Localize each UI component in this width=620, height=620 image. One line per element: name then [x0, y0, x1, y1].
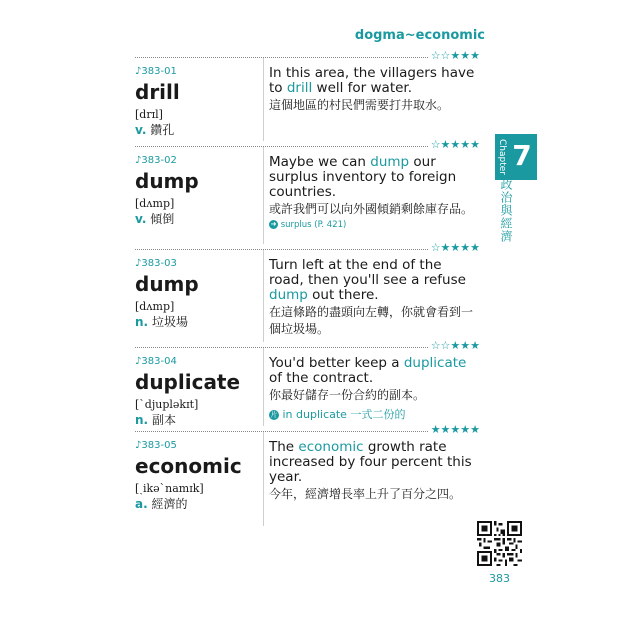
headword: duplicate	[135, 370, 241, 394]
highlighted-word: economic	[298, 439, 364, 455]
example-translation: 你最好儲存一份合約的副本。	[269, 388, 426, 402]
sentence-text: You'd better keep a	[269, 355, 404, 371]
sentence-text: out there.	[307, 287, 379, 303]
sentence-text: growth rate increased by four percent this year.	[269, 439, 472, 485]
audio-track-number[interactable]: ♪383-05	[135, 440, 177, 451]
audio-track-number[interactable]: ♪383-04	[135, 356, 177, 367]
headword: dump	[135, 272, 199, 296]
vocab-entry	[135, 138, 480, 244]
difficulty-stars: ☆★★★★	[430, 138, 480, 151]
sentence-text: well for water.	[312, 80, 413, 96]
arrow-right-icon: ➜	[270, 220, 277, 228]
example-column	[269, 155, 480, 230]
example-sentence	[269, 356, 480, 386]
part-of-speech: n.	[135, 413, 149, 427]
example-column	[269, 356, 480, 422]
column-divider	[263, 348, 264, 426]
phonetic: [dʌmp]	[135, 197, 175, 210]
vocabulary-list	[135, 49, 480, 526]
highlighted-word: dump	[269, 287, 308, 303]
example-sentence	[269, 66, 480, 96]
example-column	[269, 440, 480, 503]
meaning: 垃圾場	[151, 315, 188, 329]
column-divider	[263, 250, 264, 342]
highlighted-word: dump	[370, 154, 410, 170]
example-sentence	[269, 440, 480, 485]
example-translation: 或許我們可以向外國傾銷剩餘庫存品。	[269, 202, 474, 216]
meaning: 鑽孔	[150, 123, 175, 137]
column-divider	[263, 58, 264, 141]
example-sentence	[269, 155, 480, 200]
cross-reference-text: surplus (P. 421)	[280, 220, 347, 230]
sentence-text: The	[269, 439, 299, 455]
headword: dump	[135, 169, 199, 193]
highlighted-word: duplicate	[403, 355, 467, 371]
difficulty-stars: ☆☆★★★	[430, 339, 480, 352]
vocab-entry	[135, 241, 480, 342]
example-column	[269, 258, 480, 338]
example-translation: 今年，經濟增長率上升了百分之四。	[269, 487, 462, 501]
sentence-text: of the contract.	[269, 370, 374, 386]
example-translation: 這個地區的村民們需要打井取水。	[269, 98, 450, 112]
word-column	[135, 258, 259, 330]
example-sentence	[269, 258, 480, 303]
audio-track-number[interactable]: ♪383-03	[135, 258, 177, 269]
word-column	[135, 356, 259, 428]
phonetic: [ˏikəˋnamɪk]	[135, 482, 204, 495]
phonetic: [drɪl]	[135, 108, 163, 121]
phonetic: [ˋdjupləkɪt]	[135, 398, 199, 411]
page-number: 383	[489, 572, 510, 585]
sentence-text: Maybe we can	[269, 154, 371, 170]
difficulty-stars: ★★★★★	[430, 423, 480, 436]
word-column	[135, 440, 259, 512]
vocab-entry	[135, 339, 480, 427]
word-column	[135, 66, 259, 138]
sentence-text: Turn left at the end of the road, then you'll see a refuse	[269, 257, 466, 288]
column-divider	[263, 432, 264, 526]
vocab-entry	[135, 423, 480, 526]
definition	[135, 122, 259, 138]
definition	[135, 314, 259, 330]
sentence-text: In this area, the villagers have to	[269, 65, 475, 96]
audio-track-number[interactable]: ♪383-02	[135, 155, 177, 166]
chapter-title: 政治與經濟	[499, 178, 513, 243]
part-of-speech: v.	[135, 212, 147, 226]
example-column	[269, 66, 480, 114]
phrase-badge-icon: 片	[270, 411, 278, 419]
highlighted-word: drill	[286, 80, 313, 96]
example-translation: 在這條路的盡頭向左轉，你就會看到一個垃圾場。	[269, 305, 474, 336]
chapter-number: 7	[512, 139, 532, 172]
chapter-label: Chapter	[497, 139, 507, 175]
difficulty-stars: ☆★★★★	[430, 241, 480, 254]
chapter-tab[interactable]	[495, 134, 537, 180]
meaning: 副本	[151, 413, 176, 427]
definition	[135, 211, 259, 227]
word-column	[135, 155, 259, 227]
meaning: 傾倒	[150, 212, 175, 226]
phrase-text: in duplicate 一式二份的	[282, 408, 406, 421]
phrase-note	[269, 406, 480, 422]
definition	[135, 496, 259, 512]
phonetic: [dʌmp]	[135, 300, 175, 313]
part-of-speech: n.	[135, 315, 149, 329]
sentence-text: our surplus inventory to foreign countries.	[269, 154, 457, 200]
headword: drill	[135, 80, 180, 104]
vocab-entry	[135, 49, 480, 141]
page-header-range: dogma~economic	[354, 28, 485, 43]
part-of-speech: a.	[135, 497, 148, 511]
meaning: 經濟的	[151, 497, 188, 511]
qr-code-icon[interactable]	[477, 521, 522, 566]
audio-track-number[interactable]: ♪383-01	[135, 66, 177, 77]
cross-reference[interactable]	[269, 220, 480, 230]
difficulty-stars: ☆☆★★★	[430, 49, 480, 62]
column-divider	[263, 147, 264, 244]
part-of-speech: v.	[135, 123, 147, 137]
headword: economic	[135, 454, 242, 478]
